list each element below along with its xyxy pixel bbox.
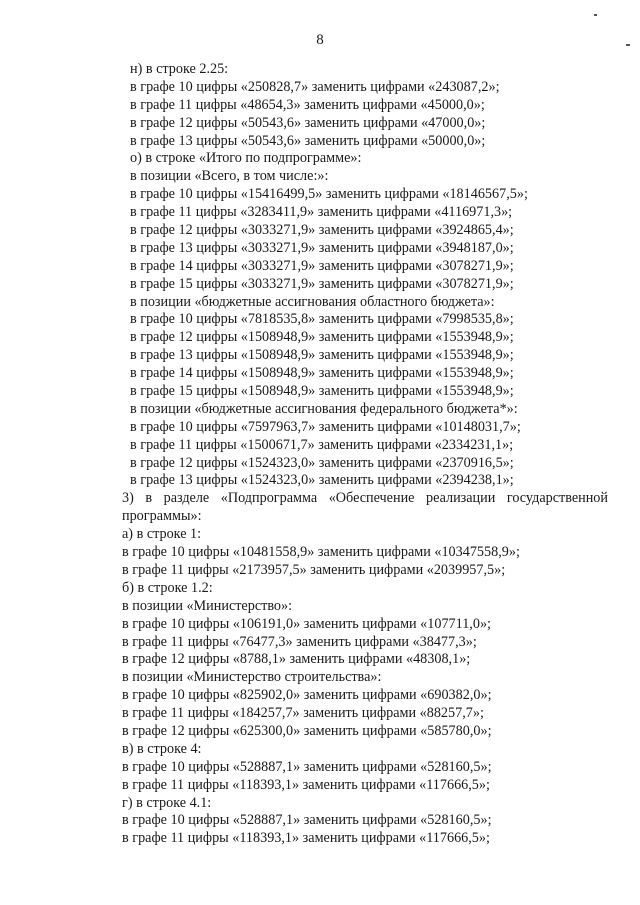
text-line: в графе 12 цифры «8788,1» заменить цифрами «48308,1»; [122,651,471,668]
text-line: в позиции «бюджетные ассигнования федерального бюджета*»: [130,400,518,417]
text-line: в графе 10 цифры «7818535,8» заменить цифрами «7998535,8»; [130,311,514,328]
text-line: в графе 10 цифры «15416499,5» заменить цифрами «18146567,5»; [130,186,528,203]
page-number: 8 [316,32,324,48]
text-line: в графе 15 цифры «3033271,9» заменить цифрами «3078271,9»; [130,275,514,292]
text-line: в графе 10 цифры «825902,0» заменить цифрами «690382,0»; [122,687,492,704]
text-line: в графе 10 цифры «528887,1» заменить цифрами «528160,5»; [122,758,492,775]
text-line: в графе 11 цифры «118393,1» заменить цифрами «117666,5»; [122,776,490,793]
section-heading: 3) в разделе «Подпрограмма «Обеспечение реализации государственной программы»: [122,490,608,525]
text-line: в графе 10 цифры «7597963,7» заменить цифрами «10148031,7»; [130,418,521,435]
text-line: в графе 10 цифры «250828,7» заменить цифрами «243087,2»; [130,78,500,95]
text-line: в) в строке 4: [122,740,202,757]
text-line: б) в строке 1.2: [122,579,213,596]
text-line: в графе 12 цифры «625300,0» заменить цифрами «585780,0»; [122,722,492,739]
text-line: в графе 11 цифры «184257,7» заменить цифрами «88257,7»; [122,705,484,722]
text-line: в графе 11 цифры «2173957,5» заменить цифрами «2039957,5»; [122,561,506,578]
text-line: в позиции «бюджетные ассигнования областного бюджета»: [130,293,495,310]
text-line: в графе 13 цифры «50543,6» заменить цифрами «50000,0»; [130,132,486,149]
text-line: н) в строке 2.25: [130,61,229,77]
text-line: в графе 15 цифры «1508948,9» заменить цифрами «1553948,9»; [130,383,514,400]
text-line: в графе 11 цифры «3283411,9» заменить цифрами «4116971,3»; [130,204,513,221]
text-line: в графе 11 цифры «48654,3» заменить цифрами «45000,0»; [130,96,485,113]
text-line: в позиции «Министерство»: [122,597,293,614]
text-line: в графе 11 цифры «1500671,7» заменить цифрами «2334231,1»; [130,436,514,453]
text-line: в графе 10 цифры «528887,1» заменить цифрами «528160,5»; [122,812,492,829]
text-line: в графе 13 цифры «3033271,9» заменить цифрами «3948187,0»; [130,239,514,256]
scan-speck [594,14,597,16]
text-line: в графе 13 цифры «1508948,9» заменить цифрами «1553948,9»; [130,347,514,364]
text-line: г) в строке 4.1: [122,794,212,811]
text-line: а) в строке 1: [122,526,202,543]
text-line: в графе 13 цифры «1524323,0» заменить цифрами «2394238,1»; [130,472,514,489]
text-line: в графе 11 цифры «118393,1» заменить цифрами «117666,5»; [122,830,490,847]
text-line: в позиции «Министерство строительства»: [122,669,382,686]
text-line: о) в строке «Итого по подпрограмме»: [130,150,362,167]
text-line: в позиции «Всего, в том числе:»: [130,168,329,185]
text-line: в графе 12 цифры «3033271,9» заменить цифрами «3924865,4»; [130,222,514,239]
text-line: в графе 12 цифры «1524323,0» заменить цифрами «2370916,5»; [130,454,514,471]
text-line: в графе 14 цифры «1508948,9» заменить цифрами «1553948,9»; [130,365,514,382]
text-line: в графе 11 цифры «76477,3» заменить цифрами «38477,3»; [122,633,477,650]
text-line: в графе 12 цифры «1508948,9» заменить цифрами «1553948,9»; [130,329,514,346]
text-line: в графе 14 цифры «3033271,9» заменить цифрами «3078271,9»; [130,257,514,274]
text-line: в графе 10 цифры «10481558,9» заменить цифрами «10347558,9»; [122,544,520,561]
document-body [86,61,608,848]
text-line: в графе 10 цифры «106191,0» заменить цифрами «107711,0»; [122,615,491,632]
text-line: в графе 12 цифры «50543,6» заменить цифрами «47000,0»; [130,114,486,131]
